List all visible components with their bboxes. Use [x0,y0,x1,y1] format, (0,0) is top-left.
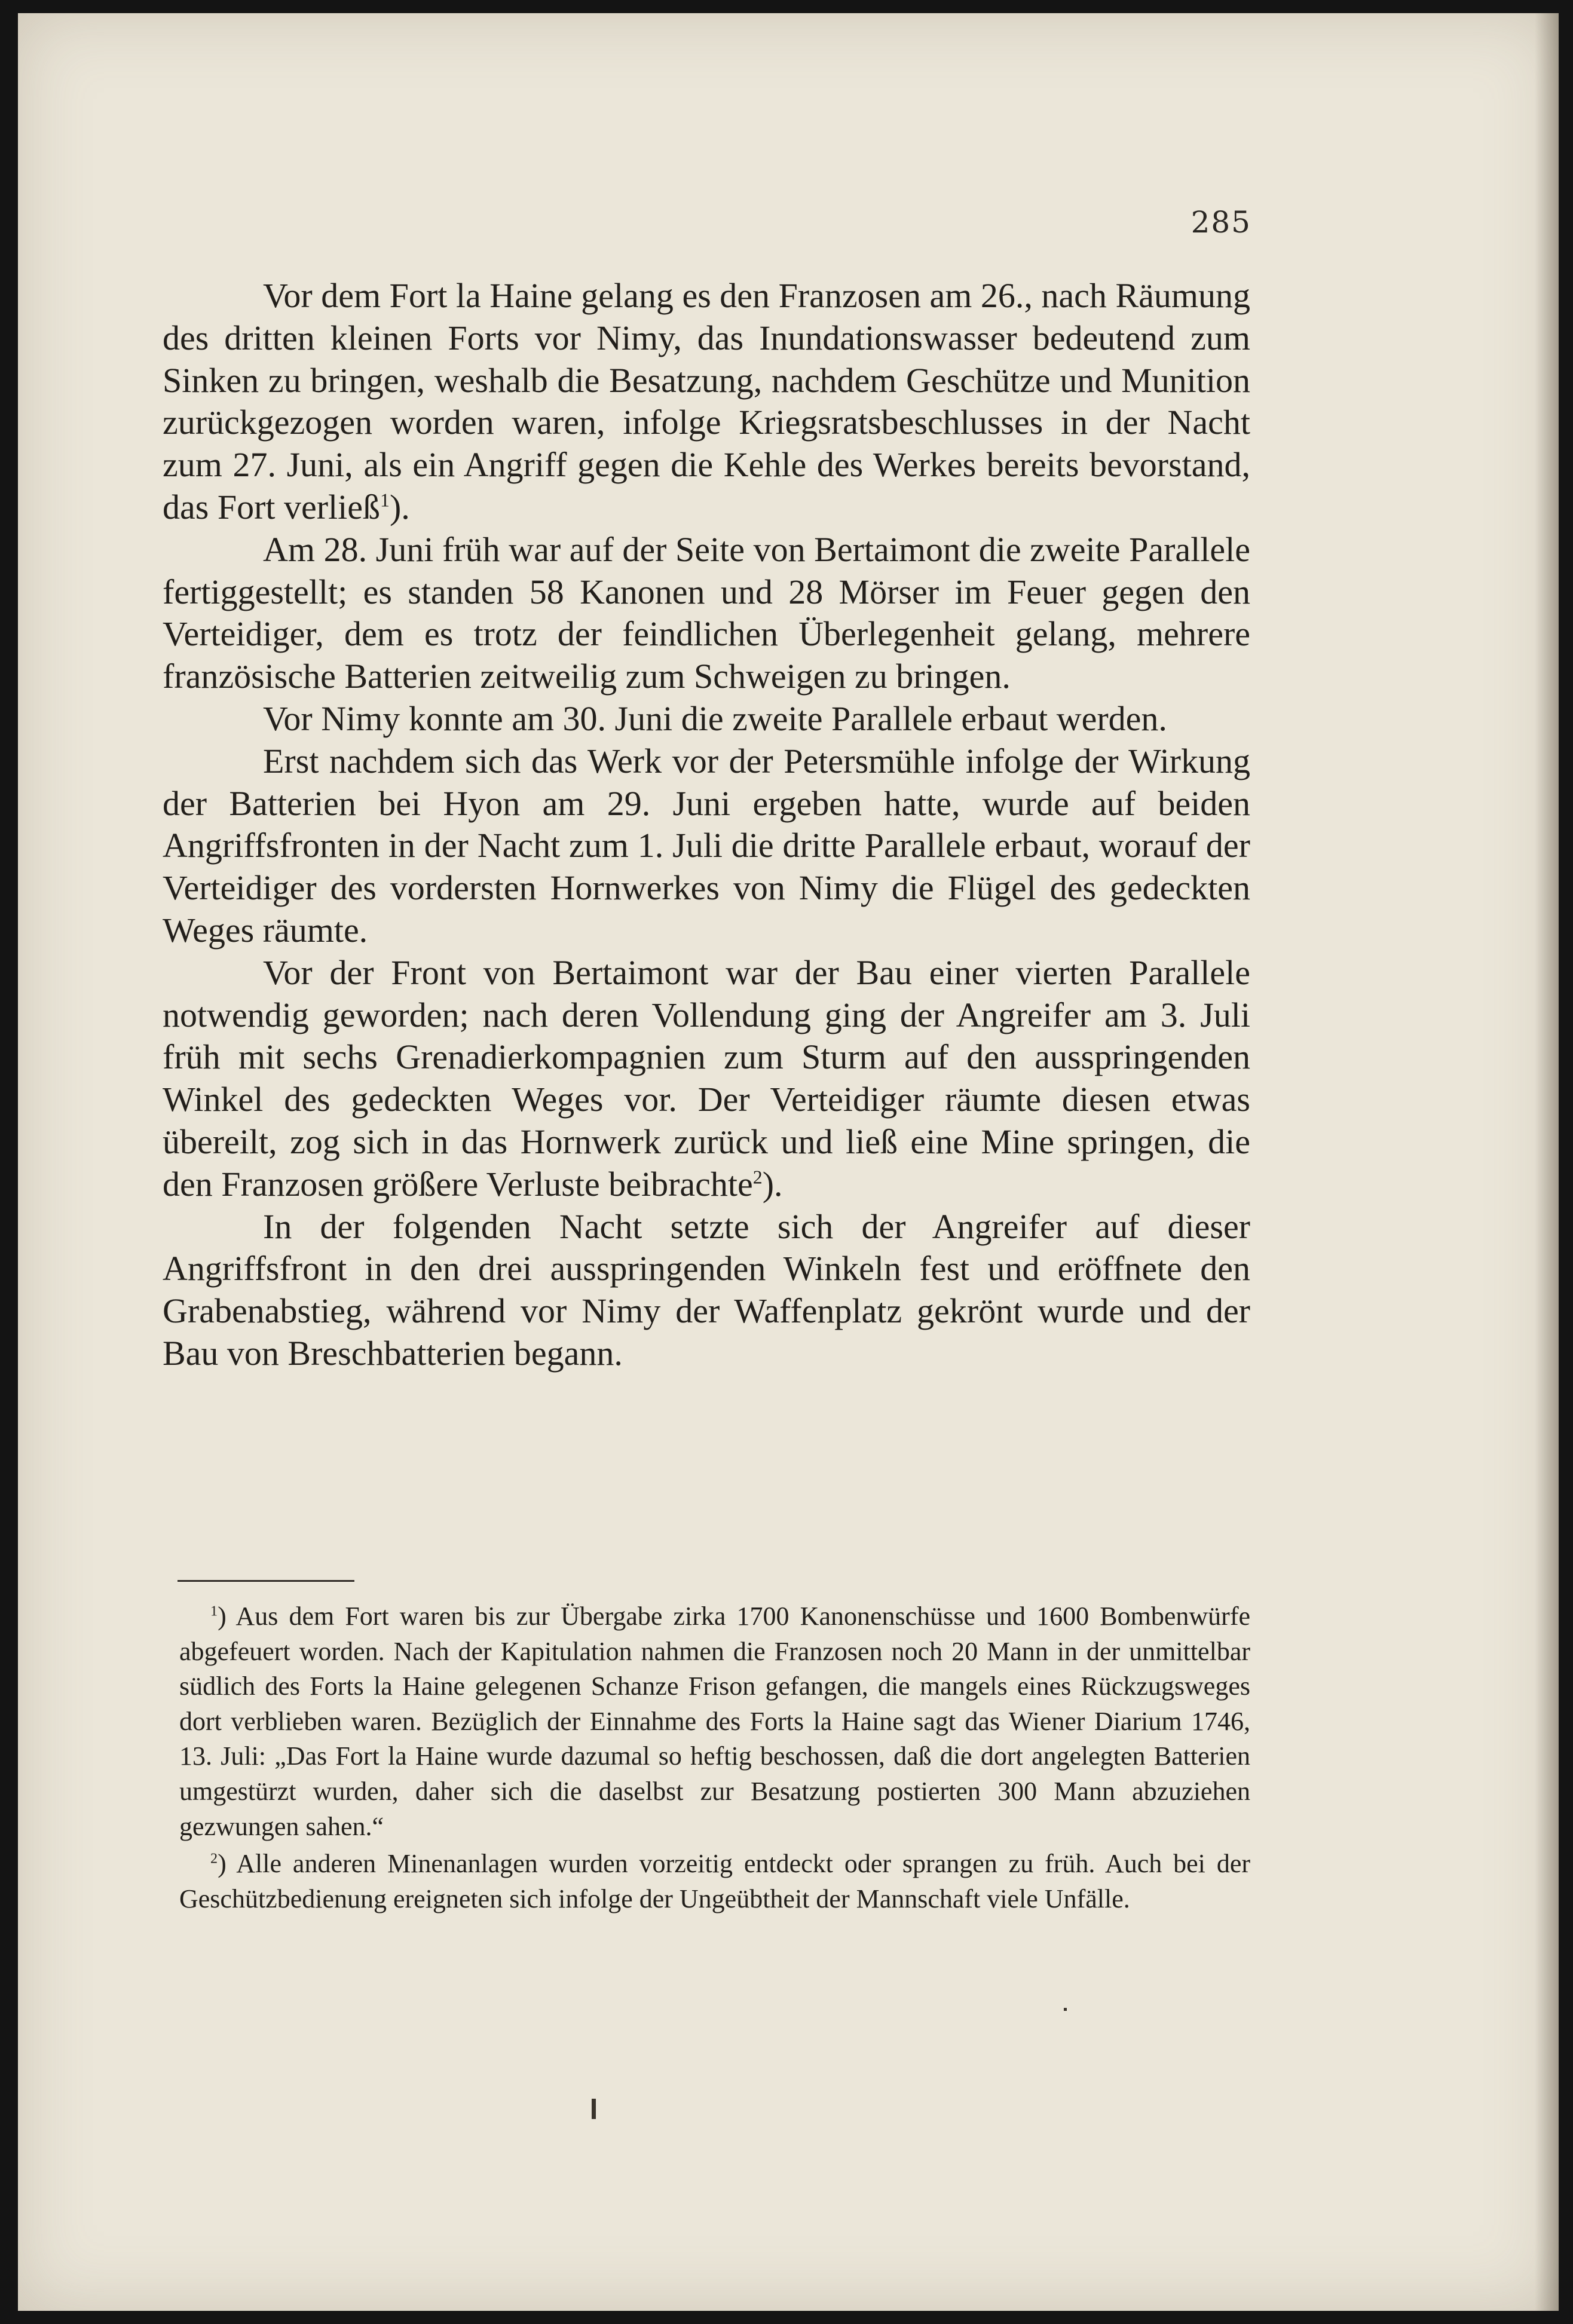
footnote-2: $^2$) Alle anderen Minenanlagen wurden vorzeitig entdeckt oder sprangen zu früh. Auch bei der Geschützbedienung ereigneten sich infolge der Ungeübtheit der Mannschaft viele Unfälle. [179,1849,1250,1913]
ink-speck [592,2099,596,2119]
footnote-divider [178,1580,354,1582]
paragraph-3: Vor Nimy konnte am 30. Juni die zweite Parallele erbaut werden. [263,699,1167,738]
footnotes [179,1599,1250,1916]
page-number: 285 [1191,205,1251,240]
main-text [163,275,1250,1375]
footnote-ref-2: 2 [752,1166,763,1188]
paragraph-2: Am 28. Juni früh war auf der Seite von Bertaimont die zweite Parallele fertiggestellt; es standen 58 Kanonen und 28 Mörser im Feuer gegen den Verteidiger, dem es trotz der feindlichen Überlegenheit gelang, mehrere französische Batterien zeitweilig zum Schweigen zu bringen. [163,529,1250,696]
footnote-1: $^1$) Aus dem Fort waren bis zur Übergabe zirka 1700 Kanonenschüsse und 1600 Bombenwürfe abgefeuert worden. Nach der Kapitulation nahmen die Franzosen noch 20 Mann in der unmittelbar südlich des Forts la Haine gelegenen Schanze Frison gefangen, die mangels eines Rückzugsweges dort verblieben waren. Bezüglich der Einnahme des Forts la Haine sagt das Wiener Diarium 1746, 13. Juli: „Das Fort la Haine wurde dazumal so heftig beschossen, daß die dort angelegten Batterien umgestürzt wurden, daher sich die daselbst zur Besatzung postierten 300 Mann abzuziehen gezwungen sahen.“ [179,1602,1250,1841]
footnote-ref-1: 1 [380,489,390,511]
spine-shadow [1535,13,1559,2311]
paragraph-6: In der folgenden Nacht setzte sich der Angreifer auf dieser Angriffsfront in den drei ausspringenden Winkeln fest und eröffnete den Grabenabstieg, während vor Nimy der Waffenplatz gekrönt wurde und der Bau von Breschbatterien begann. [163,1207,1250,1373]
paragraph-5: Vor der Front von Bertaimont war der Bau einer vierten Parallele notwendig geworden; nach deren Vollendung ging der Angreifer am 3. Juli früh mit sechs Grenadierkompagnien zum Sturm auf den ausspringenden Winkel des gedeckten Weges vor. Der Verteidiger räumte diesen etwas übereilt, zog sich in das Hornwerk zurück und ließ eine Mine springen, die den Franzosen größere Verluste beibrachte$^2$). [163,953,1250,1204]
footnote-marker-1: 1 [210,1603,218,1619]
paragraph-4: Erst nachdem sich das Werk vor der Petersmühle infolge der Wirkung der Batterien bei Hyon am 29. Juni ergeben hatte, wurde auf beiden Angriffsfronten in der Nacht zum 1. Juli die dritte Parallele erbaut, worauf der Verteidiger des vordersten Hornwerkes von Nimy die Flügel des gedeckten Weges räumte. [163,741,1250,950]
ink-dot [1064,2008,1067,2011]
paragraph-1: Vor dem Fort la Haine gelang es den Franzosen am 26., nach Räumung des dritten kleinen Forts vor Nimy, das Inundationswasser bedeutend zum Sinken zu bringen, weshalb die Besatzung, nachdem Geschütze und Munition zurückgezogen worden waren, infolge Kriegsratsbeschlusses in der Nacht zum 27. Juni, als ein Angriff gegen die Kehle des Werkes bereits bevorstand, das Fort verließ$^1$). [163,276,1250,526]
footnote-marker-2: 2 [210,1850,218,1867]
